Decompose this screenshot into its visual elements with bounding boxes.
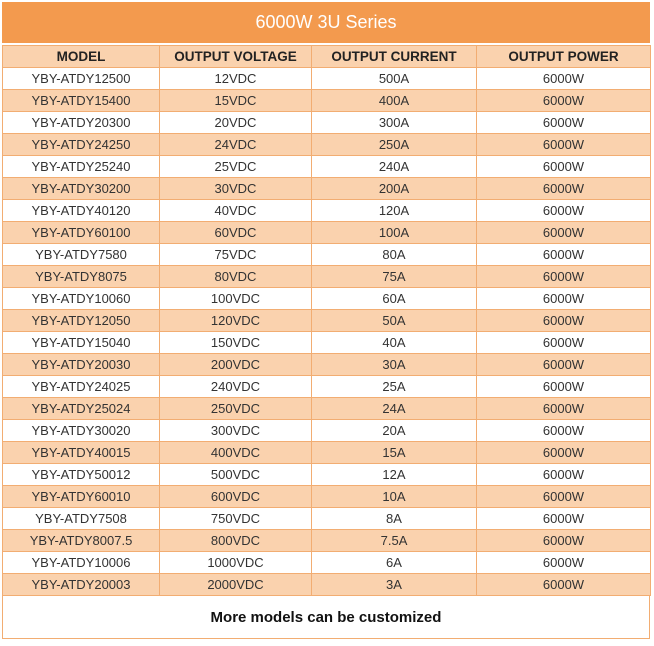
voltage-cell: 250VDC <box>160 398 312 420</box>
voltage-cell: 20VDC <box>160 112 312 134</box>
power-cell: 6000W <box>477 420 651 442</box>
power-cell: 6000W <box>477 222 651 244</box>
voltage-cell: 12VDC <box>160 68 312 90</box>
table-row <box>3 288 651 310</box>
table-row <box>3 134 651 156</box>
power-cell: 6000W <box>477 464 651 486</box>
table-row <box>3 90 651 112</box>
model-cell: YBY-ATDY50012 <box>3 464 160 486</box>
current-cell: 40A <box>312 332 477 354</box>
power-cell: 6000W <box>477 288 651 310</box>
power-cell: 6000W <box>477 112 651 134</box>
power-cell: 6000W <box>477 574 651 596</box>
current-cell: 7.5A <box>312 530 477 552</box>
model-cell: YBY-ATDY8007.5 <box>3 530 160 552</box>
table-title: 6000W 3U Series <box>2 2 650 43</box>
table-row <box>3 222 651 244</box>
voltage-cell: 40VDC <box>160 200 312 222</box>
column-header-model: MODEL <box>3 46 160 68</box>
voltage-cell: 200VDC <box>160 354 312 376</box>
model-cell: YBY-ATDY30020 <box>3 420 160 442</box>
current-cell: 8A <box>312 508 477 530</box>
model-cell: YBY-ATDY7508 <box>3 508 160 530</box>
table-row <box>3 332 651 354</box>
model-cell: YBY-ATDY7580 <box>3 244 160 266</box>
current-cell: 400A <box>312 90 477 112</box>
model-cell: YBY-ATDY20300 <box>3 112 160 134</box>
current-cell: 300A <box>312 112 477 134</box>
voltage-cell: 120VDC <box>160 310 312 332</box>
voltage-cell: 800VDC <box>160 530 312 552</box>
table-row <box>3 530 651 552</box>
table-row <box>3 178 651 200</box>
voltage-cell: 25VDC <box>160 156 312 178</box>
current-cell: 3A <box>312 574 477 596</box>
model-cell: YBY-ATDY20030 <box>3 354 160 376</box>
column-header-power: OUTPUT POWER <box>477 46 651 68</box>
current-cell: 6A <box>312 552 477 574</box>
table-row <box>3 354 651 376</box>
table-row <box>3 552 651 574</box>
voltage-cell: 100VDC <box>160 288 312 310</box>
voltage-cell: 240VDC <box>160 376 312 398</box>
table-row <box>3 398 651 420</box>
table-row <box>3 442 651 464</box>
power-cell: 6000W <box>477 354 651 376</box>
voltage-cell: 400VDC <box>160 442 312 464</box>
spec-table-container <box>2 2 650 639</box>
table-row <box>3 508 651 530</box>
current-cell: 250A <box>312 134 477 156</box>
voltage-cell: 80VDC <box>160 266 312 288</box>
model-cell: YBY-ATDY10006 <box>3 552 160 574</box>
model-cell: YBY-ATDY12500 <box>3 68 160 90</box>
voltage-cell: 750VDC <box>160 508 312 530</box>
voltage-cell: 75VDC <box>160 244 312 266</box>
current-cell: 20A <box>312 420 477 442</box>
power-cell: 6000W <box>477 376 651 398</box>
table-row <box>3 420 651 442</box>
table-row <box>3 464 651 486</box>
power-cell: 6000W <box>477 200 651 222</box>
table-row <box>3 266 651 288</box>
table-body <box>3 68 651 596</box>
power-cell: 6000W <box>477 530 651 552</box>
current-cell: 15A <box>312 442 477 464</box>
table-row <box>3 486 651 508</box>
model-cell: YBY-ATDY24025 <box>3 376 160 398</box>
column-header-voltage: OUTPUT VOLTAGE <box>160 46 312 68</box>
table-row <box>3 200 651 222</box>
header-row <box>3 46 651 68</box>
current-cell: 50A <box>312 310 477 332</box>
model-cell: YBY-ATDY60100 <box>3 222 160 244</box>
model-cell: YBY-ATDY30200 <box>3 178 160 200</box>
power-cell: 6000W <box>477 266 651 288</box>
table-row <box>3 310 651 332</box>
voltage-cell: 150VDC <box>160 332 312 354</box>
model-cell: YBY-ATDY10060 <box>3 288 160 310</box>
power-cell: 6000W <box>477 156 651 178</box>
voltage-cell: 600VDC <box>160 486 312 508</box>
power-cell: 6000W <box>477 310 651 332</box>
model-cell: YBY-ATDY60010 <box>3 486 160 508</box>
column-header-current: OUTPUT CURRENT <box>312 46 477 68</box>
power-cell: 6000W <box>477 244 651 266</box>
model-cell: YBY-ATDY25024 <box>3 398 160 420</box>
power-cell: 6000W <box>477 134 651 156</box>
table-row <box>3 68 651 90</box>
model-cell: YBY-ATDY24250 <box>3 134 160 156</box>
voltage-cell: 300VDC <box>160 420 312 442</box>
current-cell: 10A <box>312 486 477 508</box>
power-cell: 6000W <box>477 508 651 530</box>
voltage-cell: 24VDC <box>160 134 312 156</box>
current-cell: 25A <box>312 376 477 398</box>
current-cell: 120A <box>312 200 477 222</box>
voltage-cell: 15VDC <box>160 90 312 112</box>
current-cell: 60A <box>312 288 477 310</box>
power-cell: 6000W <box>477 442 651 464</box>
power-cell: 6000W <box>477 486 651 508</box>
power-cell: 6000W <box>477 178 651 200</box>
power-cell: 6000W <box>477 552 651 574</box>
model-cell: YBY-ATDY8075 <box>3 266 160 288</box>
model-cell: YBY-ATDY40120 <box>3 200 160 222</box>
model-cell: YBY-ATDY15400 <box>3 90 160 112</box>
current-cell: 240A <box>312 156 477 178</box>
current-cell: 500A <box>312 68 477 90</box>
current-cell: 200A <box>312 178 477 200</box>
current-cell: 80A <box>312 244 477 266</box>
voltage-cell: 1000VDC <box>160 552 312 574</box>
current-cell: 30A <box>312 354 477 376</box>
table-row <box>3 376 651 398</box>
footer-note: More models can be customized <box>2 596 650 639</box>
table-row <box>3 244 651 266</box>
table-row <box>3 574 651 596</box>
voltage-cell: 2000VDC <box>160 574 312 596</box>
power-cell: 6000W <box>477 68 651 90</box>
table-row <box>3 156 651 178</box>
current-cell: 12A <box>312 464 477 486</box>
power-cell: 6000W <box>477 90 651 112</box>
model-cell: YBY-ATDY20003 <box>3 574 160 596</box>
model-cell: YBY-ATDY12050 <box>3 310 160 332</box>
power-cell: 6000W <box>477 398 651 420</box>
power-cell: 6000W <box>477 332 651 354</box>
spec-table <box>2 45 651 596</box>
current-cell: 75A <box>312 266 477 288</box>
voltage-cell: 60VDC <box>160 222 312 244</box>
voltage-cell: 500VDC <box>160 464 312 486</box>
current-cell: 100A <box>312 222 477 244</box>
current-cell: 24A <box>312 398 477 420</box>
table-row <box>3 112 651 134</box>
model-cell: YBY-ATDY40015 <box>3 442 160 464</box>
model-cell: YBY-ATDY15040 <box>3 332 160 354</box>
voltage-cell: 30VDC <box>160 178 312 200</box>
model-cell: YBY-ATDY25240 <box>3 156 160 178</box>
